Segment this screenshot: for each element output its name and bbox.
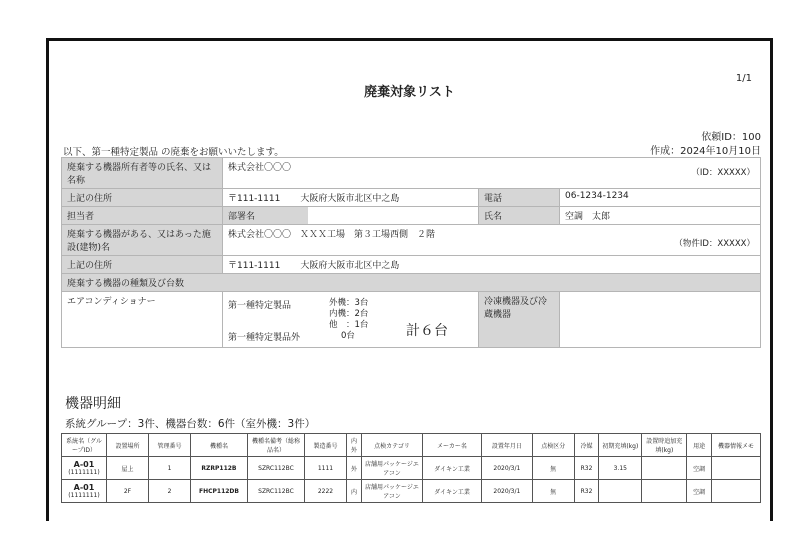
non-specific-label: 第一種特定製品外 [228,333,301,343]
owner-cell [223,158,761,189]
owner-address: 大阪府大阪市北区中之島 [300,194,400,204]
cell-use: 空調 [687,480,712,503]
col-place: 設置場所 [107,434,149,457]
facility-address-label: 上記の住所 [62,256,223,274]
disposal-info-table [61,157,761,348]
col-mgmt: 管理番号 [148,434,190,457]
cell-refrigerant: R32 [574,480,599,503]
owner-address-cell [223,189,479,207]
cell-refrigerant: R32 [574,457,599,480]
facility-name: 株式会社〇〇〇 ＸＸＸ工場 第３工場西側 ２階 [228,230,436,240]
cell-mgmt: 2 [148,480,190,503]
cell-maker: ダイキン工業 [422,457,481,480]
col-memo: 機器情報メモ [712,434,761,457]
table-row [62,457,761,480]
equipment-types-heading: 廃棄する機器の種類及び台数 [62,274,761,292]
col-io: 内外 [346,434,361,457]
section-title: 機器明細 [65,396,121,412]
dept-value [308,207,318,224]
col-added-charge: 設置時追加充填(kg) [642,434,687,457]
col-maker: メーカー名 [422,434,481,457]
aircon-label: エアコンディショナー [62,292,223,348]
cell-initial-charge: 3.15 [599,457,642,480]
aircon-quantity-cell [223,292,479,348]
group-id: (1111111) [68,492,100,499]
col-use: 用途 [687,434,712,457]
owner-name: 株式会社〇〇〇 [228,163,292,173]
col-date: 設置年月日 [482,434,533,457]
cell-system [62,480,107,503]
cell-mgmt: 1 [148,457,190,480]
cell-note: SZRC112BC [247,457,304,480]
cell-use: 空調 [687,457,712,480]
col-model: 機種名 [190,434,247,457]
facility-label: 廃棄する機器がある、又はあった施設(建物)名 [62,225,223,256]
fridge-value [560,292,761,348]
owner-address-label: 上記の住所 [62,189,223,207]
created-date: 作成：2024年10月10日 [650,146,761,157]
cell-serial: 1111 [304,457,346,480]
cell-category: 店舗用パッケージエアコン [361,457,422,480]
person-label: 担当者 [62,207,223,225]
tel-value: 06-1234-1234 [560,189,761,207]
cell-place: 2F [107,480,149,503]
system-name: A-01 [73,483,95,492]
equipment-header-row [62,434,761,457]
owner-id: （ID：XXXXX） [691,168,755,178]
cell-check: 無 [532,457,574,480]
cell-place: 屋上 [107,457,149,480]
cell-model: RZRP112B [190,457,247,480]
table-row [62,480,761,503]
summary-text: 系統グループ：3件、機器台数：6件（室外機：3件） [65,418,316,430]
col-system: 系統名（グループID） [62,434,107,457]
document-page [46,38,773,521]
person-name: 空調 太郎 [560,207,761,225]
fridge-label: 冷凍機器及び冷蔵機器 [479,292,560,348]
cell-serial: 2222 [304,480,346,503]
page-title: 廃棄対象リスト [364,85,455,100]
col-serial: 製造番号 [304,434,346,457]
page-number: 1/1 [735,73,752,84]
name-label: 氏名 [479,207,560,225]
cell-date: 2020/3/1 [482,457,533,480]
facility-id: （物件ID：XXXXX） [674,239,755,249]
total-count: 計６台 [406,323,448,339]
facility-address-cell [223,256,761,274]
cell-memo [712,457,761,480]
indoor-count: 内機：2台 [329,309,369,319]
cell-system [62,457,107,480]
equipment-table [61,433,761,503]
other-count: 他 ：1台 [329,320,369,330]
col-note: 機種名備考（総称品名） [247,434,304,457]
owner-zip: 〒111-1111 [228,194,281,204]
system-name: A-01 [73,460,95,469]
cell-memo [712,480,761,503]
tel-label: 電話 [479,189,560,207]
outdoor-count: 外機：3台 [329,298,369,308]
facility-cell [223,225,761,256]
col-refrigerant: 冷媒 [574,434,599,457]
specific-product-label: 第一種特定製品 [228,301,292,311]
col-category: 点検カテゴリ [361,434,422,457]
cell-io: 外 [346,457,361,480]
cell-added-charge [642,480,687,503]
cell-check: 無 [532,480,574,503]
request-id: 依頼ID：100 [701,132,761,143]
cell-initial-charge [599,480,642,503]
unit-counts [329,298,368,342]
cell-date: 2020/3/1 [482,480,533,503]
non-specific-count: 0台 [341,331,355,341]
cell-category: 店舗用パッケージエアコン [361,480,422,503]
intro-text: 以下、第一種特定製品 の廃棄をお願いいたします。 [63,147,284,158]
owner-label: 廃棄する機器所有者等の氏名、又は名称 [62,158,223,189]
dept-label: 部署名 [223,207,308,224]
dept-cell [223,207,479,225]
group-id: (1111111) [68,469,100,476]
facility-zip: 〒111-1111 [228,261,281,271]
cell-model: FHCP112DB [190,480,247,503]
col-initial-charge: 初期充填(kg) [599,434,642,457]
cell-maker: ダイキン工業 [422,480,481,503]
cell-note: SZRC112BC [247,480,304,503]
cell-io: 内 [346,480,361,503]
col-check: 点検区分 [532,434,574,457]
facility-address: 大阪府大阪市北区中之島 [300,261,400,271]
cell-added-charge [642,457,687,480]
